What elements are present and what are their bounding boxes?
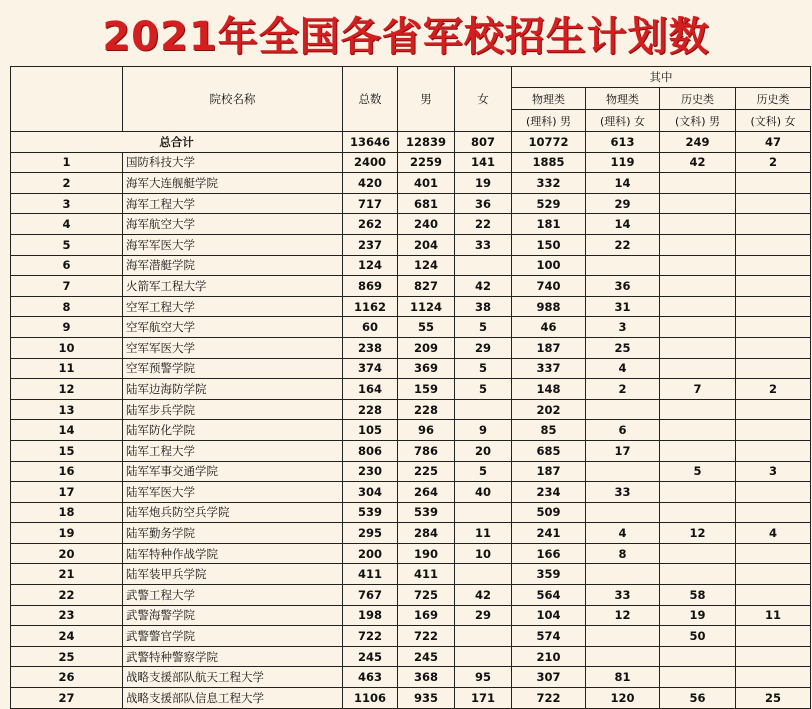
cell-female <box>455 502 512 523</box>
cell-phys-f: 4 <box>586 523 660 544</box>
header-group: 其中 <box>512 67 811 88</box>
school-name: 陆军勤务学院 <box>123 523 343 544</box>
cell-female <box>455 255 512 276</box>
cell-total: 1162 <box>343 296 398 317</box>
cell-hist-f <box>736 358 811 379</box>
cell-male: 55 <box>398 317 455 338</box>
school-name: 海军军医大学 <box>123 234 343 255</box>
row-number: 18 <box>11 502 123 523</box>
table-row <box>11 358 811 379</box>
cell-total: 237 <box>343 234 398 255</box>
cell-male: 681 <box>398 193 455 214</box>
cell-female: 19 <box>455 173 512 194</box>
cell-phys-m: 332 <box>512 173 586 194</box>
header-male: 男 <box>398 67 455 132</box>
cell-male: 264 <box>398 482 455 503</box>
cell-hist-m <box>660 255 736 276</box>
cell-hist-m <box>660 440 736 461</box>
cell-male: 368 <box>398 667 455 688</box>
total-row <box>11 132 811 153</box>
table-row <box>11 523 811 544</box>
cell-total: 60 <box>343 317 398 338</box>
cell-male: 240 <box>398 214 455 235</box>
cell-hist-f <box>736 337 811 358</box>
cell-female: 29 <box>455 337 512 358</box>
cell-male: 159 <box>398 379 455 400</box>
cell-hist-f <box>736 626 811 647</box>
row-number: 1 <box>11 152 123 173</box>
school-name: 战略支援部队航天工程大学 <box>123 667 343 688</box>
row-number: 21 <box>11 564 123 585</box>
total-hist-m: 249 <box>660 132 736 153</box>
school-name: 空军军医大学 <box>123 337 343 358</box>
cell-female: 171 <box>455 688 512 709</box>
cell-hist-m: 56 <box>660 688 736 709</box>
row-number: 2 <box>11 173 123 194</box>
school-name: 国防科技大学 <box>123 152 343 173</box>
cell-hist-f <box>736 646 811 667</box>
table-row <box>11 543 811 564</box>
row-number: 16 <box>11 461 123 482</box>
cell-male: 411 <box>398 564 455 585</box>
cell-hist-m: 5 <box>660 461 736 482</box>
cell-total: 767 <box>343 585 398 606</box>
cell-phys-m: 307 <box>512 667 586 688</box>
cell-male: 96 <box>398 420 455 441</box>
cell-phys-f <box>586 502 660 523</box>
cell-phys-m: 529 <box>512 193 586 214</box>
cell-hist-f <box>736 173 811 194</box>
table-row <box>11 193 811 214</box>
cell-male: 204 <box>398 234 455 255</box>
cell-total: 105 <box>343 420 398 441</box>
school-name: 陆军步兵学院 <box>123 399 343 420</box>
cell-phys-m: 988 <box>512 296 586 317</box>
cell-female: 5 <box>455 317 512 338</box>
school-name: 陆军军事交通学院 <box>123 461 343 482</box>
header-sub-top: 历史类 <box>736 88 811 110</box>
cell-phys-f: 31 <box>586 296 660 317</box>
cell-total: 304 <box>343 482 398 503</box>
cell-total: 262 <box>343 214 398 235</box>
cell-male: 401 <box>398 173 455 194</box>
table-row <box>11 585 811 606</box>
cell-hist-f <box>736 255 811 276</box>
cell-male: 245 <box>398 646 455 667</box>
cell-hist-f <box>736 420 811 441</box>
school-name: 陆军装甲兵学院 <box>123 564 343 585</box>
header-sub-bottom: (理科) 男 <box>512 110 586 132</box>
school-name: 海军大连舰艇学院 <box>123 173 343 194</box>
cell-phys-m: 85 <box>512 420 586 441</box>
cell-hist-m <box>660 543 736 564</box>
row-number: 26 <box>11 667 123 688</box>
cell-total: 374 <box>343 358 398 379</box>
cell-hist-m <box>660 296 736 317</box>
cell-total: 245 <box>343 646 398 667</box>
cell-female: 36 <box>455 193 512 214</box>
total-phys-m: 10772 <box>512 132 586 153</box>
cell-hist-f <box>736 543 811 564</box>
cell-female: 22 <box>455 214 512 235</box>
cell-female: 42 <box>455 276 512 297</box>
cell-male: 935 <box>398 688 455 709</box>
cell-total: 230 <box>343 461 398 482</box>
cell-phys-f: 36 <box>586 276 660 297</box>
cell-male: 369 <box>398 358 455 379</box>
cell-total: 806 <box>343 440 398 461</box>
row-number: 4 <box>11 214 123 235</box>
cell-hist-f <box>736 276 811 297</box>
cell-hist-f <box>736 214 811 235</box>
cell-hist-f: 2 <box>736 152 811 173</box>
total-hist-f: 47 <box>736 132 811 153</box>
cell-phys-f: 120 <box>586 688 660 709</box>
cell-female <box>455 646 512 667</box>
cell-phys-m: 181 <box>512 214 586 235</box>
cell-hist-f <box>736 399 811 420</box>
cell-phys-f: 17 <box>586 440 660 461</box>
cell-total: 124 <box>343 255 398 276</box>
cell-male: 725 <box>398 585 455 606</box>
cell-phys-m: 685 <box>512 440 586 461</box>
cell-phys-m: 166 <box>512 543 586 564</box>
cell-hist-m <box>660 276 736 297</box>
header-sub-bottom: (理科) 女 <box>586 110 660 132</box>
cell-hist-f <box>736 317 811 338</box>
cell-phys-f: 6 <box>586 420 660 441</box>
cell-phys-m: 150 <box>512 234 586 255</box>
cell-phys-f: 29 <box>586 193 660 214</box>
header-total: 总数 <box>343 67 398 132</box>
table-row <box>11 667 811 688</box>
cell-female: 5 <box>455 461 512 482</box>
school-name: 陆军炮兵防空兵学院 <box>123 502 343 523</box>
school-name: 武警海警学院 <box>123 605 343 626</box>
cell-male: 169 <box>398 605 455 626</box>
cell-male: 2259 <box>398 152 455 173</box>
header-school: 院校名称 <box>123 67 343 132</box>
cell-male: 722 <box>398 626 455 647</box>
cell-female: 29 <box>455 605 512 626</box>
cell-hist-f <box>736 234 811 255</box>
row-number: 20 <box>11 543 123 564</box>
header-sub-top: 物理类 <box>512 88 586 110</box>
school-name: 空军工程大学 <box>123 296 343 317</box>
cell-hist-m <box>660 420 736 441</box>
cell-phys-f: 119 <box>586 152 660 173</box>
table-row <box>11 255 811 276</box>
header-sub-bottom: (文科) 男 <box>660 110 736 132</box>
cell-female: 141 <box>455 152 512 173</box>
cell-phys-f: 8 <box>586 543 660 564</box>
row-number: 7 <box>11 276 123 297</box>
table-row <box>11 502 811 523</box>
total-female: 807 <box>455 132 512 153</box>
cell-hist-f <box>736 440 811 461</box>
cell-phys-m: 202 <box>512 399 586 420</box>
school-name: 武警警官学院 <box>123 626 343 647</box>
table-row <box>11 564 811 585</box>
cell-hist-m <box>660 317 736 338</box>
table-row <box>11 379 811 400</box>
cell-male: 124 <box>398 255 455 276</box>
cell-phys-m: 740 <box>512 276 586 297</box>
row-number: 8 <box>11 296 123 317</box>
row-number: 13 <box>11 399 123 420</box>
row-number: 27 <box>11 688 123 709</box>
cell-hist-f: 25 <box>736 688 811 709</box>
cell-hist-m: 50 <box>660 626 736 647</box>
school-name: 陆军工程大学 <box>123 440 343 461</box>
cell-total: 200 <box>343 543 398 564</box>
header-sub-top: 历史类 <box>660 88 736 110</box>
cell-phys-f <box>586 646 660 667</box>
total-total: 13646 <box>343 132 398 153</box>
table-row <box>11 173 811 194</box>
cell-phys-m: 574 <box>512 626 586 647</box>
cell-phys-m: 337 <box>512 358 586 379</box>
cell-phys-m: 722 <box>512 688 586 709</box>
total-phys-f: 613 <box>586 132 660 153</box>
cell-male: 225 <box>398 461 455 482</box>
cell-female: 42 <box>455 585 512 606</box>
cell-hist-f: 4 <box>736 523 811 544</box>
cell-hist-m <box>660 667 736 688</box>
cell-female: 20 <box>455 440 512 461</box>
row-number: 23 <box>11 605 123 626</box>
table-row <box>11 605 811 626</box>
table-row <box>11 440 811 461</box>
cell-total: 411 <box>343 564 398 585</box>
table-row <box>11 337 811 358</box>
row-number: 9 <box>11 317 123 338</box>
cell-hist-m <box>660 399 736 420</box>
cell-hist-m: 42 <box>660 152 736 173</box>
row-number: 10 <box>11 337 123 358</box>
cell-total: 717 <box>343 193 398 214</box>
cell-phys-f: 25 <box>586 337 660 358</box>
cell-phys-m: 104 <box>512 605 586 626</box>
cell-phys-f: 4 <box>586 358 660 379</box>
table-row <box>11 296 811 317</box>
row-number: 5 <box>11 234 123 255</box>
cell-phys-f <box>586 461 660 482</box>
cell-phys-m: 1885 <box>512 152 586 173</box>
cell-female: 5 <box>455 358 512 379</box>
school-name: 陆军边海防学院 <box>123 379 343 400</box>
table-row <box>11 234 811 255</box>
cell-male: 1124 <box>398 296 455 317</box>
cell-total: 869 <box>343 276 398 297</box>
table-body <box>11 132 811 709</box>
cell-hist-m <box>660 193 736 214</box>
cell-female: 10 <box>455 543 512 564</box>
cell-hist-m <box>660 234 736 255</box>
table-row <box>11 688 811 709</box>
cell-total: 2400 <box>343 152 398 173</box>
cell-female: 11 <box>455 523 512 544</box>
school-name: 海军工程大学 <box>123 193 343 214</box>
cell-female: 9 <box>455 420 512 441</box>
cell-hist-m: 19 <box>660 605 736 626</box>
school-name: 空军预警学院 <box>123 358 343 379</box>
table-row <box>11 276 811 297</box>
school-name: 武警工程大学 <box>123 585 343 606</box>
school-name: 火箭军工程大学 <box>123 276 343 297</box>
cell-hist-f <box>736 667 811 688</box>
cell-female: 38 <box>455 296 512 317</box>
cell-hist-m <box>660 502 736 523</box>
cell-phys-f <box>586 626 660 647</box>
cell-female: 33 <box>455 234 512 255</box>
cell-total: 463 <box>343 667 398 688</box>
header-sub-top: 物理类 <box>586 88 660 110</box>
row-number: 22 <box>11 585 123 606</box>
row-number: 3 <box>11 193 123 214</box>
cell-total: 722 <box>343 626 398 647</box>
table-row <box>11 399 811 420</box>
cell-total: 238 <box>343 337 398 358</box>
row-number: 6 <box>11 255 123 276</box>
total-label: 总合计 <box>11 132 343 153</box>
school-name: 武警特种警察学院 <box>123 646 343 667</box>
cell-hist-m <box>660 173 736 194</box>
header-no <box>11 67 123 132</box>
cell-hist-m <box>660 214 736 235</box>
cell-hist-m <box>660 358 736 379</box>
cell-male: 827 <box>398 276 455 297</box>
cell-female: 5 <box>455 379 512 400</box>
cell-phys-m: 187 <box>512 337 586 358</box>
table-row <box>11 482 811 503</box>
school-name: 陆军军医大学 <box>123 482 343 503</box>
school-name: 战略支援部队信息工程大学 <box>123 688 343 709</box>
cell-phys-f <box>586 255 660 276</box>
cell-phys-m: 210 <box>512 646 586 667</box>
cell-phys-f: 14 <box>586 173 660 194</box>
cell-phys-f: 22 <box>586 234 660 255</box>
cell-female <box>455 399 512 420</box>
row-number: 12 <box>11 379 123 400</box>
cell-hist-f <box>736 193 811 214</box>
cell-hist-m <box>660 337 736 358</box>
cell-total: 228 <box>343 399 398 420</box>
table-row <box>11 626 811 647</box>
cell-phys-f <box>586 564 660 585</box>
school-name: 陆军防化学院 <box>123 420 343 441</box>
cell-phys-f: 3 <box>586 317 660 338</box>
cell-phys-f: 81 <box>586 667 660 688</box>
cell-total: 420 <box>343 173 398 194</box>
table-row <box>11 461 811 482</box>
cell-phys-f: 2 <box>586 379 660 400</box>
cell-phys-m: 509 <box>512 502 586 523</box>
cell-phys-m: 148 <box>512 379 586 400</box>
table-row <box>11 420 811 441</box>
cell-male: 786 <box>398 440 455 461</box>
cell-phys-f: 14 <box>586 214 660 235</box>
row-number: 24 <box>11 626 123 647</box>
cell-total: 295 <box>343 523 398 544</box>
page-title: 2021年全国各省军校招生计划数 <box>102 13 710 60</box>
cell-hist-f <box>736 564 811 585</box>
cell-phys-f <box>586 399 660 420</box>
header-sub-bottom: (文科) 女 <box>736 110 811 132</box>
table-row <box>11 152 811 173</box>
cell-hist-f: 11 <box>736 605 811 626</box>
school-name: 海军潜艇学院 <box>123 255 343 276</box>
cell-hist-f <box>736 585 811 606</box>
cell-hist-m <box>660 646 736 667</box>
cell-total: 1106 <box>343 688 398 709</box>
cell-female <box>455 564 512 585</box>
cell-phys-m: 100 <box>512 255 586 276</box>
cell-phys-m: 187 <box>512 461 586 482</box>
cell-hist-m: 58 <box>660 585 736 606</box>
cell-hist-m <box>660 482 736 503</box>
row-number: 19 <box>11 523 123 544</box>
school-name: 海军航空大学 <box>123 214 343 235</box>
cell-male: 209 <box>398 337 455 358</box>
row-number: 15 <box>11 440 123 461</box>
cell-hist-f: 2 <box>736 379 811 400</box>
cell-phys-m: 564 <box>512 585 586 606</box>
cell-female <box>455 626 512 647</box>
school-name: 陆军特种作战学院 <box>123 543 343 564</box>
row-number: 11 <box>11 358 123 379</box>
cell-total: 198 <box>343 605 398 626</box>
cell-male: 190 <box>398 543 455 564</box>
row-number: 17 <box>11 482 123 503</box>
cell-phys-m: 234 <box>512 482 586 503</box>
cell-phys-f: 33 <box>586 585 660 606</box>
cell-phys-m: 359 <box>512 564 586 585</box>
cell-hist-f <box>736 502 811 523</box>
cell-hist-m: 7 <box>660 379 736 400</box>
table-row <box>11 214 811 235</box>
cell-hist-f <box>736 296 811 317</box>
cell-phys-m: 46 <box>512 317 586 338</box>
header-female: 女 <box>455 67 512 132</box>
cell-male: 284 <box>398 523 455 544</box>
cell-hist-f <box>736 482 811 503</box>
cell-phys-m: 241 <box>512 523 586 544</box>
cell-female: 95 <box>455 667 512 688</box>
cell-total: 539 <box>343 502 398 523</box>
school-name: 空军航空大学 <box>123 317 343 338</box>
row-number: 14 <box>11 420 123 441</box>
cell-male: 228 <box>398 399 455 420</box>
cell-phys-f: 33 <box>586 482 660 503</box>
total-male: 12839 <box>398 132 455 153</box>
admissions-table <box>10 66 811 709</box>
cell-female: 40 <box>455 482 512 503</box>
cell-male: 539 <box>398 502 455 523</box>
cell-total: 164 <box>343 379 398 400</box>
cell-hist-m <box>660 564 736 585</box>
cell-hist-m: 12 <box>660 523 736 544</box>
cell-hist-f: 3 <box>736 461 811 482</box>
row-number: 25 <box>11 646 123 667</box>
table-row <box>11 646 811 667</box>
table-row <box>11 317 811 338</box>
cell-phys-f: 12 <box>586 605 660 626</box>
